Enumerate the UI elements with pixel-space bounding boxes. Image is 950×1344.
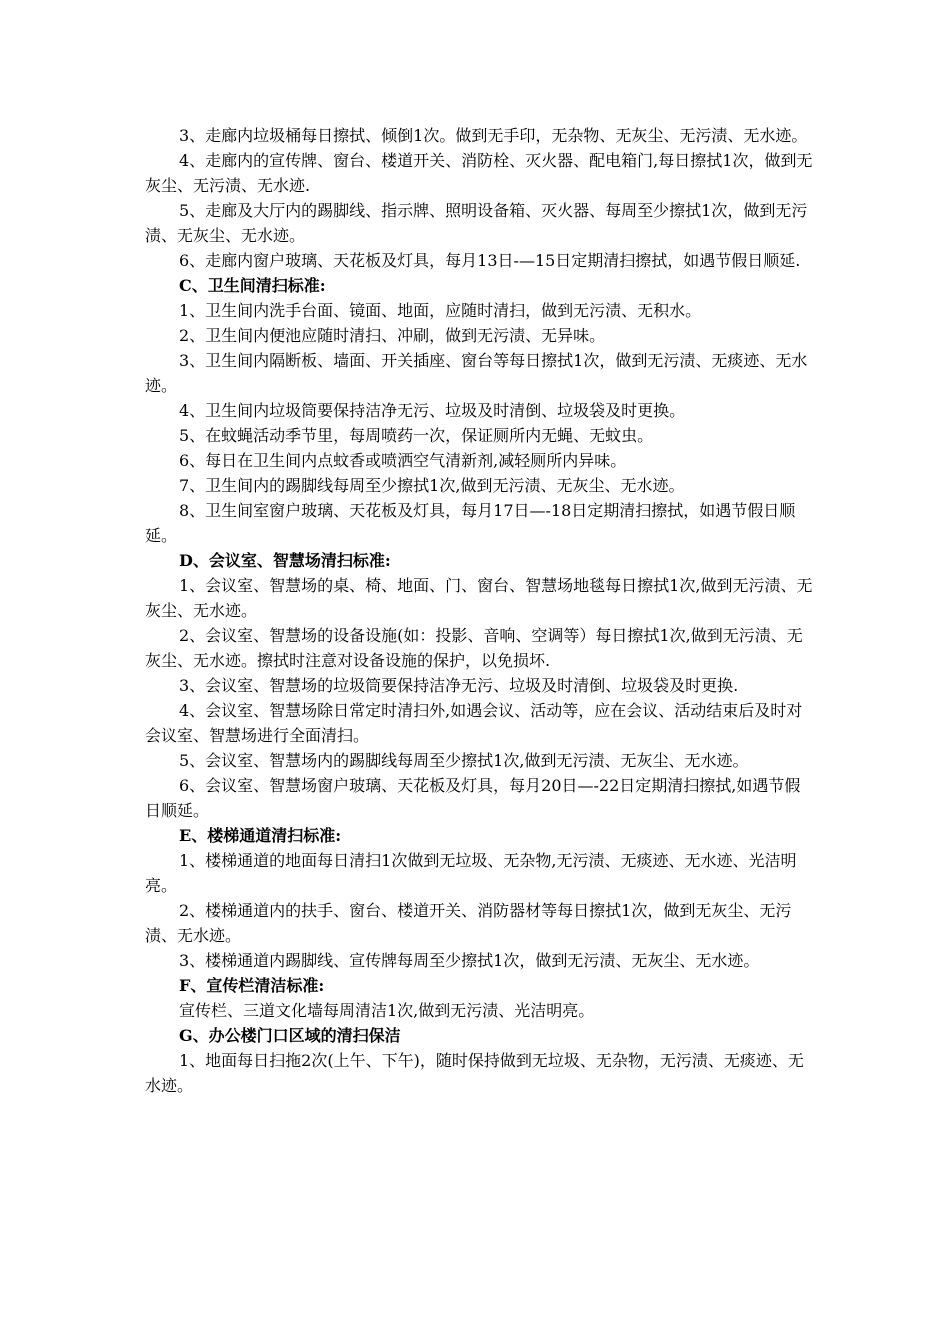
paragraph: 2、会议室、智慧场的设备设施(如：投影、音响、空调等）每日擦拭1次,做到无污渍、无灰尘、无水迹。擦拭时注意对设备设施的保护，以免损坏. [145,626,803,670]
paragraph: 7、卫生间内的踢脚线每周至少擦拭1次,做到无污渍、无灰尘、无水迹。 [179,476,685,495]
section-heading: C、卫生间清扫标准: [179,276,326,295]
section-heading: F、宣传栏清洁标准: [179,976,325,995]
paragraph: 6、走廊内窗户玻璃、天花板及灯具，每月13日-—15日定期清扫擦拭，如遇节假日顺延. [179,251,801,270]
paragraph: 1、会议室、智慧场的桌、椅、地面、门、窗台、智慧场地毯每日擦拭1次,做到无污渍、无灰尘、无水迹。 [145,576,813,620]
paragraph: 1、卫生间内洗手台面、镜面、地面，应随时清扫，做到无污渍、无积水。 [179,301,702,320]
paragraph: 5、走廊及大厅内的踢脚线、指示牌、照明设备箱、灭火器、每周至少擦拭1次，做到无污渍、无灰尘、无水迹。 [145,201,808,245]
paragraph: 3、走廊内垃圾桶每日擦拭、倾倒1次。做到无手印，无杂物、无灰尘、无污渍、无水迹。 [179,126,808,145]
paragraph: 1、楼梯通道的地面每日清扫1次做到无垃圾、无杂物,无污渍、无痰迹、无水迹、光洁明亮。 [145,851,797,895]
paragraph: 2、楼梯通道内的扶手、窗台、楼道开关、消防器材等每日擦拭1次，做到无灰尘、无污渍、无水迹。 [145,901,792,945]
paragraph: 宣传栏、三道文化墙每周清洁1次,做到无污渍、光洁明亮。 [179,1001,595,1020]
section-heading: G、办公楼门口区域的清扫保洁 [179,1026,401,1045]
paragraph: 3、卫生间内隔断板、墙面、开关插座、窗台等每日擦拭1次，做到无污渍、无痰迹、无水迹。 [145,351,808,395]
document-body [145,123,815,1098]
paragraph: 8、卫生间室窗户玻璃、天花板及灯具，每月17日—-18日定期清扫擦拭，如遇节假日顺延。 [145,501,796,545]
paragraph: 4、会议室、智慧场除日常定时清扫外,如遇会议、活动等，应在会议、活动结束后及时对会议室、智慧场进行全面清扫。 [145,701,803,745]
paragraph: 5、会议室、智慧场内的踢脚线每周至少擦拭1次,做到无污渍、无灰尘、无水迹。 [179,751,749,770]
section-heading: E、楼梯通道清扫标准: [179,826,342,845]
paragraph: 3、楼梯通道内踢脚线、宣传牌每周至少擦拭1次，做到无污渍、无灰尘、无水迹。 [179,951,760,970]
paragraph: 1、地面每日扫拖2次(上午、下午)，随时保持做到无垃圾、无杂物，无污渍、无痰迹、无水迹。 [145,1051,804,1095]
paragraph: 5、在蚊蝇活动季节里，每周喷药一次，保证厕所内无蝇、无蚊虫。 [179,426,654,445]
paragraph: 6、每日在卫生间内点蚊香或喷洒空气清新剂,减轻厕所内异味。 [179,451,627,470]
paragraph: 2、卫生间内便池应随时清扫、冲刷，做到无污渍、无异味。 [179,326,606,345]
paragraph: 3、会议室、智慧场的垃圾筒要保持洁净无污、垃圾及时清倒、垃圾袋及时更换. [179,676,739,695]
paragraph: 4、走廊内的宣传牌、窗台、楼道开关、消防栓、灭火器、配电箱门,每日擦拭1次，做到无灰尘、无污渍、无水迹. [145,151,813,195]
paragraph: 4、卫生间内垃圾筒要保持洁净无污、垃圾及时清倒、垃圾袋及时更换。 [179,401,686,420]
section-heading: D、会议室、智慧场清扫标准: [179,551,391,570]
paragraph: 6、会议室、智慧场窗户玻璃、天花板及灯具，每月20日—-22日定期清扫擦拭,如遇节假日顺延。 [145,776,801,820]
